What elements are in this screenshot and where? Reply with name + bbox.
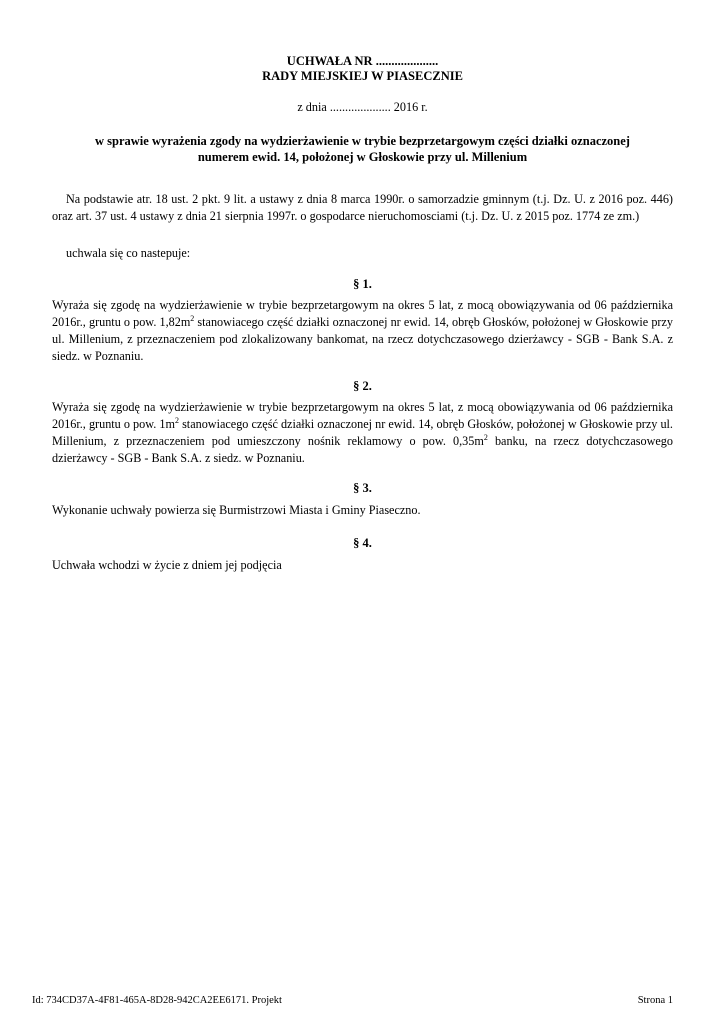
resolution-title: UCHWAŁA NR .................... <box>286 54 439 68</box>
section-2-text <box>52 399 673 467</box>
resolves-text: uchwala się co nastepuje: <box>66 246 191 260</box>
section-1-text-part-b: stanowiacego część działki oznaczonej nr ewid. 14, obręb Głosków, położonej w Głoskowie przy ul. Millenium, z przeznaczeniem pod zlokalizowany bankomat, na rzecz dotychczasowego dzierżawcy - SGB - Bank S.A. z siedz. w Poznaniu. <box>52 315 673 363</box>
subject-line-1: w sprawie wyrażenia zgody na wydzierżawienie w trybie bezprzetargowym części działki oznaczonej <box>95 134 630 148</box>
section-1-heading: § 1. <box>353 277 372 291</box>
superscript-2: 2 <box>190 313 195 323</box>
section-2-text-part-c: banku, na rzecz dotychczasowego dzierżawcy - SGB - Bank S.A. z siedz. w Poznaniu. <box>52 434 673 465</box>
section-2-text-part-b: stanowiacego część działki oznaczonej nr ewid. 14, obręb Głosków, położonej w Głoskowie przy ul. Millenium, z przeznaczeniem pod umieszczony nośnik reklamowy o pow. 0,35m <box>52 417 673 448</box>
section-3-heading: § 3. <box>353 481 372 495</box>
section-2-heading: § 2. <box>353 379 372 393</box>
page-number: Strona 1 <box>637 995 673 1006</box>
section-1-text-part-a: Wyraża się zgodę na wydzierżawienie w trybie bezprzetargowym na okres 5 lat, z mocą obowiązywania od 06 października 2016r., gruntu o pow. 1,82m <box>52 298 673 329</box>
resolution-subject <box>60 133 665 165</box>
section-4-text: Uchwała wchodzi w życie z dniem jej podjęcia <box>52 558 282 572</box>
superscript-2: 2 <box>483 432 488 442</box>
council-name: RADY MIEJSKIEJ W PIASECZNIE <box>262 69 463 83</box>
resolution-date: z dnia .................... 2016 r. <box>297 100 428 114</box>
section-4-heading: § 4. <box>353 536 372 550</box>
superscript-2: 2 <box>174 415 179 425</box>
section-3-text: Wykonanie uchwały powierza się Burmistrzowi Miasta i Gminy Piaseczno. <box>52 503 421 517</box>
preamble-text: Na podstawie atr. 18 ust. 2 pkt. 9 lit. a ustawy z dnia 8 marca 1990r. o samorzadzie gminnym (t.j. Dz. U. z 2016 poz. 446) oraz art. 37 ust. 4 ustawy z dnia 21 sierpnia 1997r. o gospodarce nieruchomosciami (t.j. Dz. U. z 2015 poz. 1774 ze zm.) <box>52 192 673 223</box>
subject-line-2: numerem ewid. 14, położonej w Głoskowie przy ul. Millenium <box>197 150 528 164</box>
section-2-text-part-a: Wyraża się zgodę na wydzierżawienie w trybie bezprzetargowym na okres 5 lat, z mocą obowiązywania od 06 października 2016r., gruntu o pow. 1m <box>52 400 673 431</box>
document-id: Id: 734CD37A-4F81-465A-8D28-942CA2EE6171. Projekt <box>32 995 282 1006</box>
section-1-text <box>52 297 673 365</box>
